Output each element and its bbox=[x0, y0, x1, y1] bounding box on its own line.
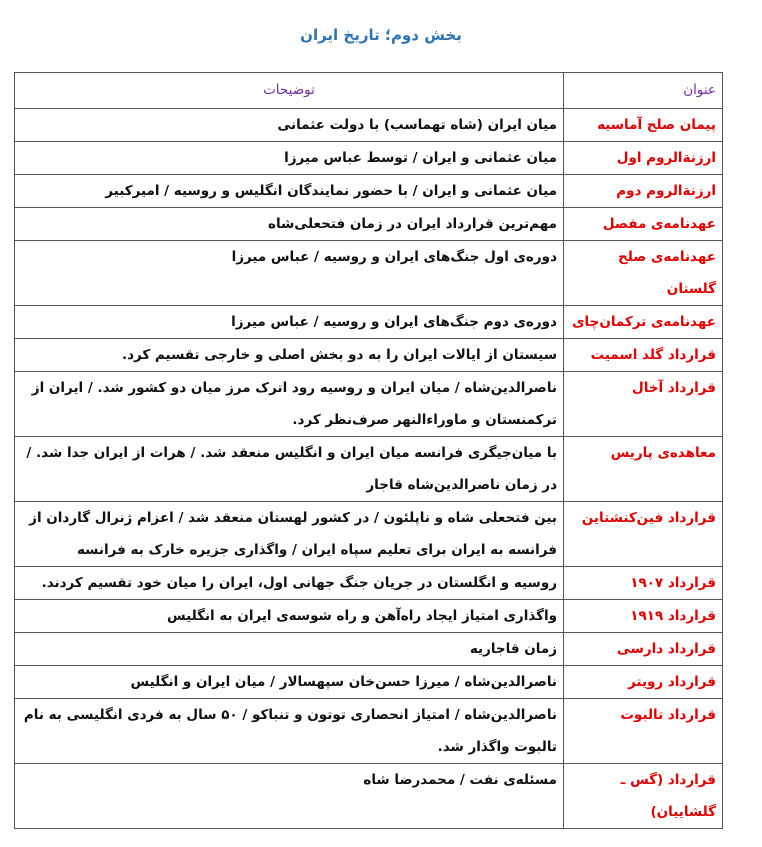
table-row bbox=[15, 567, 723, 600]
treaty-name: قرارداد گلد اسمیت bbox=[564, 339, 723, 372]
table-row bbox=[15, 437, 723, 502]
treaty-name: قرارداد تالبوت bbox=[564, 699, 723, 764]
table-row bbox=[15, 208, 723, 241]
page-title: بخش دوم؛ تاریخ ایران bbox=[300, 26, 462, 44]
treaty-name: عهدنامه‌ی صلح گلستان bbox=[564, 241, 723, 306]
treaty-description: مسئله‌ی نفت / محمدرضا شاه bbox=[15, 764, 564, 829]
treaty-name: ارزنةالروم اول bbox=[564, 142, 723, 175]
treaty-description: روسیه و انگلستان در جریان جنگ جهانی اول، ایران را میان خود تقسیم کردند. bbox=[15, 567, 564, 600]
treaty-name: عهدنامه‌ی مفصل bbox=[564, 208, 723, 241]
treaty-description: دوره‌ی اول جنگ‌های ایران و روسیه / عباس میرزا bbox=[15, 241, 564, 306]
treaty-name: قرارداد دارسی bbox=[564, 633, 723, 666]
table-row bbox=[15, 142, 723, 175]
table-row bbox=[15, 339, 723, 372]
table-row bbox=[15, 372, 723, 437]
treaty-description: دوره‌ی دوم جنگ‌های ایران و روسیه / عباس میرزا bbox=[15, 306, 564, 339]
table-row bbox=[15, 699, 723, 764]
treaty-name: قرارداد فین‌کنشتاین bbox=[564, 502, 723, 567]
treaty-description: ناصرالدین‌شاه / امتیاز انحصاری توتون و تنباکو / ۵۰ سال به فردی انگلیسی به نام تالبوت واگذار شد. bbox=[15, 699, 564, 764]
table-row bbox=[15, 764, 723, 829]
table-row bbox=[15, 109, 723, 142]
treaty-description: زمان قاجاریه bbox=[15, 633, 564, 666]
treaty-name: قرارداد ۱۹۰۷ bbox=[564, 567, 723, 600]
table-row bbox=[15, 306, 723, 339]
treaty-name: پیمان صلح آماسیه bbox=[564, 109, 723, 142]
treaty-name: قرارداد آخال bbox=[564, 372, 723, 437]
history-table bbox=[14, 72, 723, 829]
treaty-description: ناصرالدین‌شاه / میان ایران و روسیه رود اترک مرز میان دو کشور شد. / ایران از ترکمنستان و ماوراءالنهر صرف‌نظر کرد. bbox=[15, 372, 564, 437]
table-row bbox=[15, 600, 723, 633]
header-description: توضیحات bbox=[15, 73, 564, 109]
table-row bbox=[15, 175, 723, 208]
table-row bbox=[15, 502, 723, 567]
treaty-description: سیستان از ایالات ایران را به دو بخش اصلی و خارجی تقسیم کرد. bbox=[15, 339, 564, 372]
treaty-description: ناصرالدین‌شاه / میرزا حسن‌خان سپهسالار / میان ایران و انگلیس bbox=[15, 666, 564, 699]
table-row bbox=[15, 666, 723, 699]
treaty-name: عهدنامه‌ی ترکمان‌چای bbox=[564, 306, 723, 339]
treaty-name: قرارداد (گس ـ گلشاییان) bbox=[564, 764, 723, 829]
treaty-name: قرارداد رویتر bbox=[564, 666, 723, 699]
treaty-description: مهم‌ترین قرارداد ایران در زمان فتحعلی‌شاه bbox=[15, 208, 564, 241]
treaty-description: بین فتحعلی شاه و ناپلئون / در کشور لهستان منعقد شد / اعزام ژنرال گاردان از فرانسه به ایران برای تعلیم سپاه ایران / واگذاری جزیره خارک به فرانسه bbox=[15, 502, 564, 567]
table-header-row bbox=[15, 73, 723, 109]
treaty-description: میان عثمانی و ایران / توسط عباس میرزا bbox=[15, 142, 564, 175]
treaty-name: ارزنةالروم دوم bbox=[564, 175, 723, 208]
treaty-description: میان ایران (شاه تهماسب) با دولت عثمانی bbox=[15, 109, 564, 142]
header-title: عنوان bbox=[564, 73, 723, 109]
table-row bbox=[15, 241, 723, 306]
treaty-description: میان عثمانی و ایران / با حضور نمایندگان انگلیس و روسیه / امیرکبیر bbox=[15, 175, 564, 208]
treaty-description: واگذاری امتیاز ایجاد راه‌آهن و راه شوسه‌ی ایران به انگلیس bbox=[15, 600, 564, 633]
table-body bbox=[15, 109, 723, 829]
table-row bbox=[15, 633, 723, 666]
treaty-name: معاهده‌ی پاریس bbox=[564, 437, 723, 502]
treaty-name: قرارداد ۱۹۱۹ bbox=[564, 600, 723, 633]
treaty-description: با میان‌جیگری فرانسه میان ایران و انگلیس منعقد شد. / هرات از ایران جدا شد. / در زمان ناصرالدین‌شاه قاجار bbox=[15, 437, 564, 502]
